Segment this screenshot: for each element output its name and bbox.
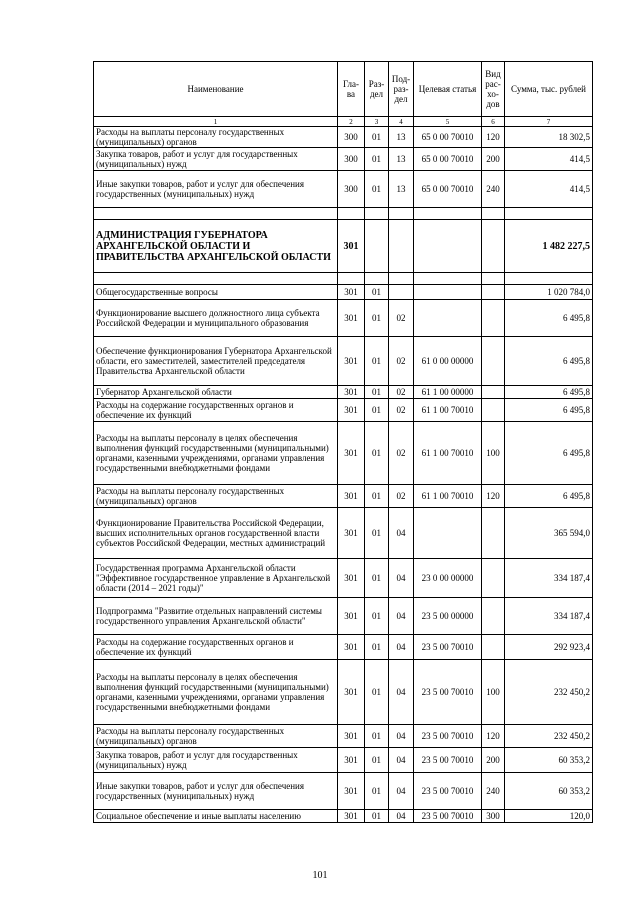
row-glava: 300 — [338, 127, 365, 148]
row-glava: 301 — [338, 220, 365, 273]
column-number: 4 — [389, 117, 414, 127]
row-podrazdel: 04 — [389, 773, 414, 810]
row-statya: 23 5 00 70010 — [414, 725, 482, 748]
row-name: Расходы на выплаты персоналу государственных (муниципальных) органов — [94, 725, 338, 748]
header-vid: Вид рас-хо-дов — [482, 62, 505, 117]
row-glava: 301 — [338, 485, 365, 508]
row-glava — [338, 208, 365, 220]
row-statya: 65 0 00 70010 — [414, 148, 482, 171]
row-vid — [482, 386, 505, 399]
row-name: Расходы на выплаты персоналу в целях обеспечения выполнения функций государственными (муниципальными) органами, казенными учреждениями, органами управления государственными внебюджетными фондами — [94, 422, 338, 485]
row-vid: 240 — [482, 171, 505, 208]
row-summa: 334 187,4 — [505, 598, 593, 635]
row-statya: 23 5 00 70010 — [414, 748, 482, 773]
row-podrazdel — [389, 273, 414, 285]
row-name: Государственная программа Архангельской области "Эффективное государственное управление в Архангельской области (2014 – 2021 годы)" — [94, 559, 338, 598]
row-podrazdel: 02 — [389, 300, 414, 337]
row-razdel: 01 — [365, 285, 389, 300]
row-vid — [482, 300, 505, 337]
row-razdel: 01 — [365, 337, 389, 386]
row-razdel: 01 — [365, 386, 389, 399]
row-glava: 300 — [338, 148, 365, 171]
row-summa: 18 302,5 — [505, 127, 593, 148]
column-number: 3 — [365, 117, 389, 127]
row-summa: 232 450,2 — [505, 660, 593, 725]
row-statya: 65 0 00 70010 — [414, 127, 482, 148]
row-statya — [414, 220, 482, 273]
row-podrazdel: 04 — [389, 660, 414, 725]
row-razdel — [365, 273, 389, 285]
row-podrazdel: 04 — [389, 508, 414, 559]
table-row — [94, 635, 593, 660]
row-razdel: 01 — [365, 127, 389, 148]
row-glava: 300 — [338, 171, 365, 208]
row-summa: 365 594,0 — [505, 508, 593, 559]
table-row — [94, 660, 593, 725]
row-vid: 120 — [482, 127, 505, 148]
row-name: Расходы на выплаты персоналу государственных (муниципальных) органов — [94, 485, 338, 508]
row-vid: 100 — [482, 422, 505, 485]
row-podrazdel: 13 — [389, 148, 414, 171]
row-summa: 6 495,8 — [505, 337, 593, 386]
blank-row — [94, 273, 593, 285]
row-razdel: 01 — [365, 300, 389, 337]
table-row — [94, 422, 593, 485]
row-summa: 6 495,8 — [505, 300, 593, 337]
row-summa: 6 495,8 — [505, 399, 593, 422]
table-row — [94, 337, 593, 386]
row-statya — [414, 208, 482, 220]
row-statya — [414, 273, 482, 285]
row-statya — [414, 508, 482, 559]
row-name: Иные закупки товаров, работ и услуг для обеспечения государственных (муниципальных) нужд — [94, 773, 338, 810]
row-name: Закупка товаров, работ и услуг для государственных (муниципальных) нужд — [94, 148, 338, 171]
row-podrazdel: 02 — [389, 422, 414, 485]
row-razdel: 01 — [365, 598, 389, 635]
table-body — [94, 127, 593, 823]
row-statya: 61 1 00 00000 — [414, 386, 482, 399]
header-summa: Сумма, тыс. рублей — [505, 62, 593, 117]
row-name — [94, 273, 338, 285]
row-glava: 301 — [338, 748, 365, 773]
row-name: АДМИНИСТРАЦИЯ ГУБЕРНАТОРА АРХАНГЕЛЬСКОЙ ОБЛАСТИ И ПРАВИТЕЛЬСТВА АРХАНГЕЛЬСКОЙ ОБЛАСТИ — [94, 220, 338, 273]
row-summa: 1 020 784,0 — [505, 285, 593, 300]
row-podrazdel: 02 — [389, 399, 414, 422]
table-row — [94, 171, 593, 208]
row-glava: 301 — [338, 508, 365, 559]
row-summa: 414,5 — [505, 148, 593, 171]
row-glava: 301 — [338, 725, 365, 748]
row-vid: 120 — [482, 485, 505, 508]
row-summa: 6 495,8 — [505, 386, 593, 399]
table-row — [94, 598, 593, 635]
table-row — [94, 485, 593, 508]
row-glava: 301 — [338, 559, 365, 598]
column-number: 7 — [505, 117, 593, 127]
row-summa: 60 353,2 — [505, 773, 593, 810]
table-row — [94, 810, 593, 823]
row-glava: 301 — [338, 810, 365, 823]
row-vid — [482, 598, 505, 635]
table-row — [94, 508, 593, 559]
table-row — [94, 559, 593, 598]
row-razdel — [365, 220, 389, 273]
row-vid: 100 — [482, 660, 505, 725]
row-razdel: 01 — [365, 660, 389, 725]
column-number: 5 — [414, 117, 482, 127]
row-vid — [482, 559, 505, 598]
table-row — [94, 300, 593, 337]
row-glava: 301 — [338, 598, 365, 635]
row-vid — [482, 285, 505, 300]
row-summa: 1 482 227,5 — [505, 220, 593, 273]
row-razdel: 01 — [365, 485, 389, 508]
row-name: Расходы на содержание государственных органов и обеспечение их функций — [94, 635, 338, 660]
row-glava: 301 — [338, 285, 365, 300]
row-glava: 301 — [338, 337, 365, 386]
row-statya — [414, 300, 482, 337]
row-statya: 61 0 00 00000 — [414, 337, 482, 386]
row-vid: 200 — [482, 148, 505, 171]
row-podrazdel: 02 — [389, 485, 414, 508]
row-vid — [482, 208, 505, 220]
row-name: Расходы на содержание государственных органов и обеспечение их функций — [94, 399, 338, 422]
table-row — [94, 399, 593, 422]
row-vid — [482, 220, 505, 273]
row-vid: 200 — [482, 748, 505, 773]
row-summa: 232 450,2 — [505, 725, 593, 748]
table-row — [94, 220, 593, 273]
row-statya: 61 1 00 70010 — [414, 422, 482, 485]
row-podrazdel — [389, 285, 414, 300]
column-number: 1 — [94, 117, 338, 127]
table-row — [94, 386, 593, 399]
row-podrazdel: 04 — [389, 598, 414, 635]
row-vid: 240 — [482, 773, 505, 810]
row-razdel: 01 — [365, 748, 389, 773]
row-podrazdel: 13 — [389, 127, 414, 148]
row-razdel: 01 — [365, 148, 389, 171]
header-name: Наименование — [94, 62, 338, 117]
row-name: Расходы на выплаты персоналу в целях обеспечения выполнения функций государственными (муниципальными) органами, казенными учреждениями, органами управления государственными внебюджетными фондами — [94, 660, 338, 725]
row-summa: 60 353,2 — [505, 748, 593, 773]
row-summa — [505, 273, 593, 285]
row-podrazdel: 04 — [389, 725, 414, 748]
row-summa — [505, 208, 593, 220]
row-glava: 301 — [338, 386, 365, 399]
row-vid — [482, 273, 505, 285]
row-glava: 301 — [338, 300, 365, 337]
row-statya: 61 1 00 70010 — [414, 485, 482, 508]
row-statya: 23 0 00 00000 — [414, 559, 482, 598]
row-glava: 301 — [338, 660, 365, 725]
row-name: Общегосударственные вопросы — [94, 285, 338, 300]
row-razdel — [365, 208, 389, 220]
table-row — [94, 148, 593, 171]
row-summa: 334 187,4 — [505, 559, 593, 598]
document-page — [93, 61, 592, 823]
row-summa: 6 495,8 — [505, 422, 593, 485]
row-podrazdel: 02 — [389, 386, 414, 399]
row-podrazdel — [389, 220, 414, 273]
row-name: Обеспечение функционирования Губернатора Архангельской области, его заместителей, заместителей председателя Правительства Архангельской области — [94, 337, 338, 386]
row-name: Губернатор Архангельской области — [94, 386, 338, 399]
header-statya: Целевая статья — [414, 62, 482, 117]
row-vid: 120 — [482, 725, 505, 748]
row-razdel: 01 — [365, 559, 389, 598]
row-summa: 6 495,8 — [505, 485, 593, 508]
row-razdel: 01 — [365, 725, 389, 748]
row-podrazdel: 13 — [389, 171, 414, 208]
table-row — [94, 285, 593, 300]
row-razdel: 01 — [365, 773, 389, 810]
row-glava — [338, 273, 365, 285]
row-vid — [482, 508, 505, 559]
row-statya: 65 0 00 70010 — [414, 171, 482, 208]
column-number: 2 — [338, 117, 365, 127]
row-podrazdel: 04 — [389, 748, 414, 773]
row-podrazdel — [389, 208, 414, 220]
row-podrazdel: 04 — [389, 635, 414, 660]
row-statya: 23 5 00 70010 — [414, 660, 482, 725]
table-header-row — [94, 62, 593, 117]
row-statya: 61 1 00 70010 — [414, 399, 482, 422]
row-name: Функционирование Правительства Российской Федерации, высших исполнительных органов государственной власти субъектов Российской Федерации, местных администраций — [94, 508, 338, 559]
row-statya: 23 5 00 70010 — [414, 810, 482, 823]
header-podrazdel: Под-раз-дел — [389, 62, 414, 117]
budget-table — [93, 61, 593, 823]
row-summa: 120,0 — [505, 810, 593, 823]
row-name: Иные закупки товаров, работ и услуг для обеспечения государственных (муниципальных) нужд — [94, 171, 338, 208]
row-name: Расходы на выплаты персоналу государственных (муниципальных) органов — [94, 127, 338, 148]
row-name: Функционирование высшего должностного лица субъекта Российской Федерации и муниципального образования — [94, 300, 338, 337]
row-name — [94, 208, 338, 220]
row-razdel: 01 — [365, 171, 389, 208]
table-row — [94, 773, 593, 810]
row-summa: 414,5 — [505, 171, 593, 208]
row-razdel: 01 — [365, 810, 389, 823]
blank-row — [94, 208, 593, 220]
column-number-row — [94, 117, 593, 127]
table-row — [94, 725, 593, 748]
row-vid — [482, 399, 505, 422]
row-name: Закупка товаров, работ и услуг для государственных (муниципальных) нужд — [94, 748, 338, 773]
row-vid — [482, 337, 505, 386]
row-podrazdel: 04 — [389, 810, 414, 823]
header-glava: Гла-ва — [338, 62, 365, 117]
row-statya: 23 5 00 70010 — [414, 773, 482, 810]
row-razdel: 01 — [365, 508, 389, 559]
row-summa: 292 923,4 — [505, 635, 593, 660]
row-glava: 301 — [338, 422, 365, 485]
row-vid: 300 — [482, 810, 505, 823]
row-name: Подпрограмма "Развитие отдельных направлений системы государственного управления Архангельской области" — [94, 598, 338, 635]
page-number: 101 — [312, 870, 328, 881]
row-razdel: 01 — [365, 422, 389, 485]
row-glava: 301 — [338, 399, 365, 422]
column-number: 6 — [482, 117, 505, 127]
header-razdel: Раз-дел — [365, 62, 389, 117]
row-name: Социальное обеспечение и иные выплаты населению — [94, 810, 338, 823]
row-statya: 23 5 00 70010 — [414, 635, 482, 660]
table-row — [94, 748, 593, 773]
row-glava: 301 — [338, 773, 365, 810]
row-podrazdel: 04 — [389, 559, 414, 598]
table-row — [94, 127, 593, 148]
row-vid — [482, 635, 505, 660]
row-razdel: 01 — [365, 635, 389, 660]
row-glava: 301 — [338, 635, 365, 660]
row-podrazdel: 02 — [389, 337, 414, 386]
row-statya: 23 5 00 00000 — [414, 598, 482, 635]
row-razdel: 01 — [365, 399, 389, 422]
row-statya — [414, 285, 482, 300]
